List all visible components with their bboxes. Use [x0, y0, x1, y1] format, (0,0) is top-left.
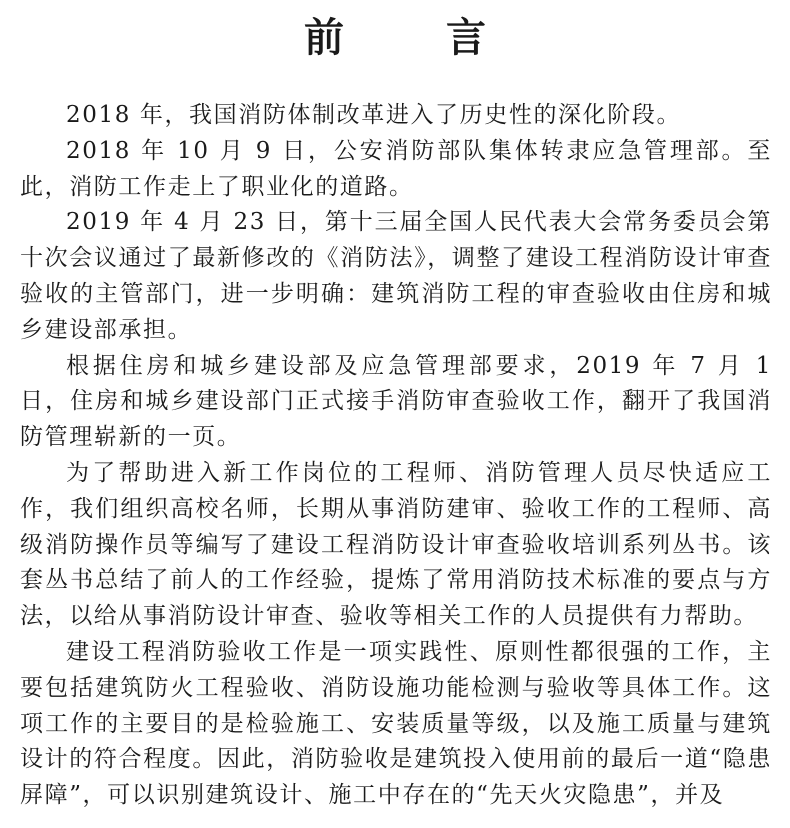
page-title: 前 言 — [304, 15, 530, 61]
paragraph-1: 2018 年，我国消防体制改革进入了历史性的深化阶段。 — [66, 102, 682, 128]
paragraph-6: 建设工程消防验收工作是一项实践性、原则性都很强的工作，主要包括建筑防火工程验收、消防设施功能检测与验收等具体工作。这项工作的主要目的是检验施工、安装质量等级，以及施工质量与建筑设计的符合程度。因此，消防验收是建筑投入使用前的最后一道“隐患屏障”，可以识别建筑设计、施工中存在的“先天火灾隐患”，并及 — [20, 638, 772, 809]
paragraph-4: 根据住房和城乡建设部及应急管理部要求，2019 年 7 月 1 日，住房和城乡建设部门正式接手消防审查验收工作，翻开了我国消防管理崭新的一页。 — [20, 352, 772, 451]
paragraph-3: 2019 年 4 月 23 日，第十三届全国人民代表大会常务委员会第十次会议通过了最新修改的《消防法》，调整了建设工程消防设计审查验收的主管部门，进一步明确：建筑消防工程的审查验收由住房和城乡建设部承担。 — [20, 209, 772, 343]
paragraph-5: 为了帮助进入新工作岗位的工程师、消防管理人员尽快适应工作，我们组织高校名师，长期从事消防建审、验收工作的工程师、高级消防操作员等编写了建设工程消防设计审查验收培训系列丛书。该套丛书总结了前人的工作经验，提炼了常用消防技术标准的要点与方法，以给从事消防设计审查、验收等相关工作的人员提供有力帮助。 — [20, 459, 772, 630]
paragraph-2: 2018 年 10 月 9 日，公安消防部队集体转隶应急管理部。至此，消防工作走上了职业化的道路。 — [20, 137, 772, 200]
preface-body — [20, 98, 772, 814]
